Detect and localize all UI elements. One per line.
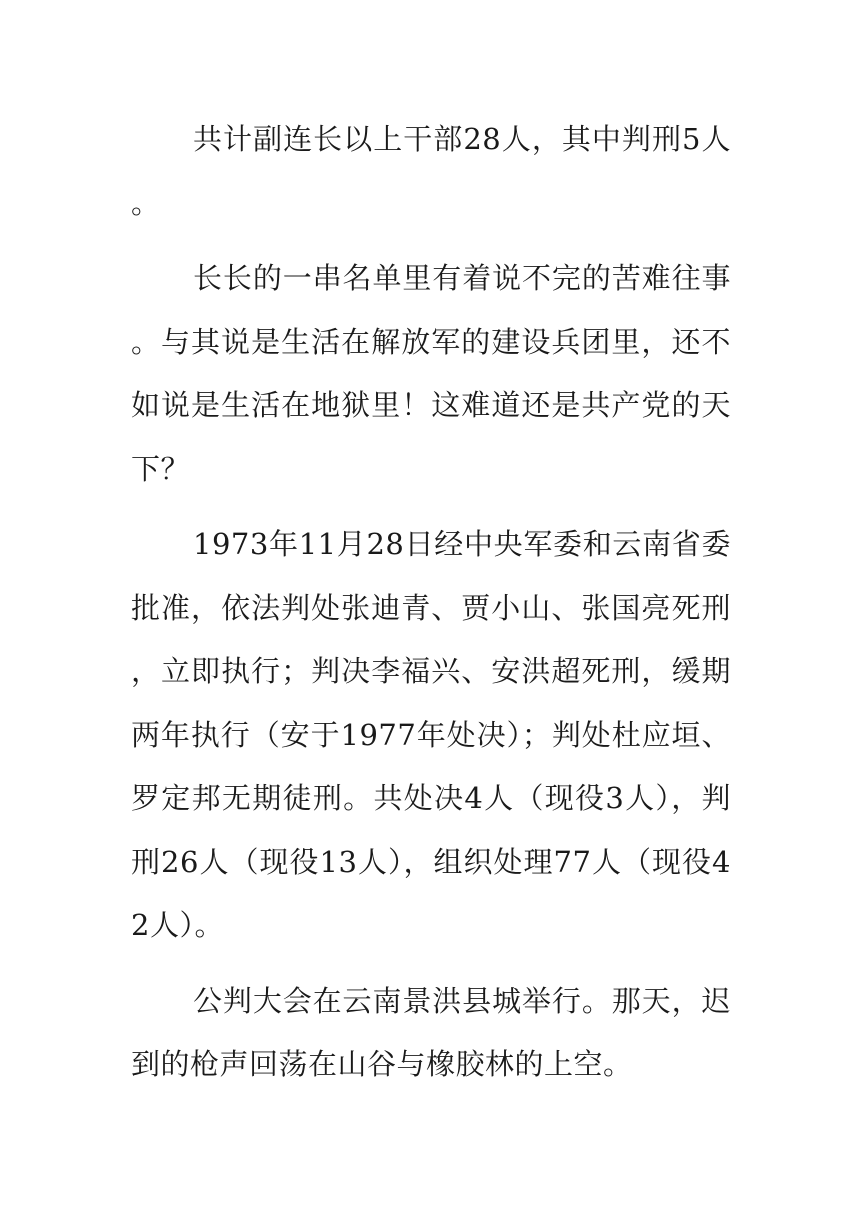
paragraph-name-list: 长长的一串名单里有着说不完的苦难往事。与其说是生活在解放军的建设兵团里，还不如说是生活在地狱里！这难道还是共产党的天下？ — [131, 261, 731, 486]
body-text — [131, 108, 731, 1097]
paragraph-sentencing: 1973年11月28日经中央军委和云南省委批准，依法判处张迪青、贾小山、张国亮死刑，立即执行；判决李福兴、安洪超死刑，缓期两年执行（安于1977年处决）；判处杜应垣、罗定邦无期徒刑。共处决4人（现役3人），判刑26人（现役13人），组织处理77人（现役42人）。 — [131, 527, 731, 942]
paragraph-cadre-count: 共计副连长以上干部28人，其中判刑5人。 — [131, 122, 731, 220]
paragraph-public-trial: 公判大会在云南景洪县城举行。那天，迟到的枪声回荡在山谷与橡胶林的上空。 — [131, 983, 731, 1081]
